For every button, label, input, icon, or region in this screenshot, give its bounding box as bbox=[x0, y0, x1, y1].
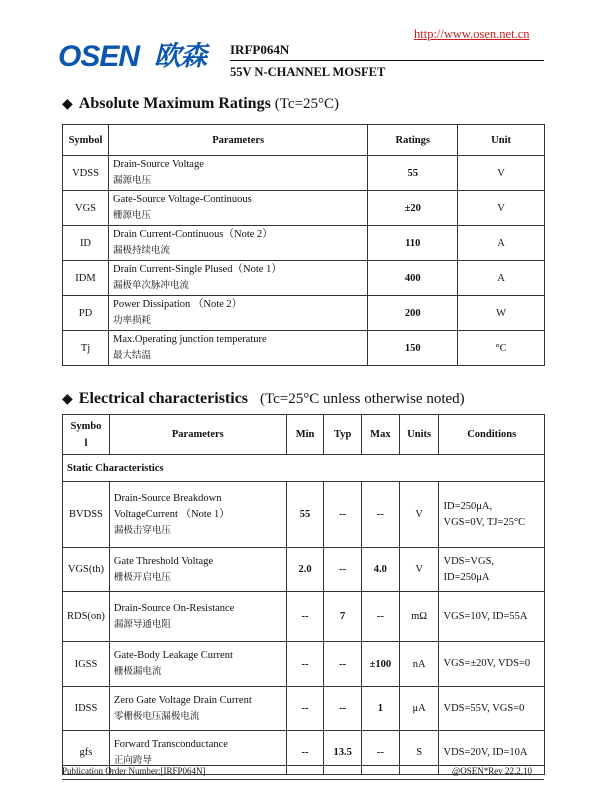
ec-parameter bbox=[109, 592, 286, 642]
amr-rating: 110 bbox=[368, 226, 458, 261]
amr-col-symbol: Symbol bbox=[63, 125, 109, 156]
ec-max: -- bbox=[362, 592, 400, 642]
ec-typ: 7 bbox=[324, 592, 362, 642]
ec-conditions bbox=[439, 482, 545, 548]
amr-parameter-cn: 漏极持续电流 bbox=[112, 245, 170, 256]
ec-typ: -- bbox=[324, 687, 362, 731]
amr-parameter bbox=[108, 156, 367, 191]
ec-conditions bbox=[439, 592, 545, 642]
ec-conditions bbox=[439, 548, 545, 592]
amr-parameter-cn: 漏极单次脉冲电流 bbox=[112, 280, 189, 291]
ec-col-parameters: Parameters bbox=[109, 415, 286, 455]
amr-parameter bbox=[108, 191, 367, 226]
ec-condition-line: VGS=±20V, VDS=0 bbox=[443, 658, 531, 669]
footer-publication: Publication Order Number:[IRFP064N] bbox=[62, 766, 206, 776]
amr-header-row bbox=[63, 125, 545, 156]
amr-parameter-cn: 漏源电压 bbox=[112, 175, 151, 186]
ec-row bbox=[63, 642, 545, 687]
ec-units: S bbox=[399, 731, 439, 775]
ec-units: mΩ bbox=[399, 592, 439, 642]
amr-rating: 150 bbox=[368, 331, 458, 366]
ec-parameter bbox=[109, 548, 286, 592]
ec-typ: -- bbox=[324, 642, 362, 687]
ec-min: 55 bbox=[286, 482, 324, 548]
ec-symbol: RDS(on) bbox=[63, 592, 110, 642]
ec-condition-line: VGS=10V, ID=55A bbox=[443, 610, 528, 622]
amr-parameter-cn: 栅源电压 bbox=[112, 210, 151, 221]
ec-min: -- bbox=[286, 642, 324, 687]
amr-unit: A bbox=[458, 226, 545, 261]
amr-unit: A bbox=[458, 261, 545, 296]
ec-conditions bbox=[439, 687, 545, 731]
part-number: IRFP064N bbox=[230, 42, 290, 57]
ec-parameter-cn: 漏源导通电阻 bbox=[113, 618, 171, 630]
ec-row bbox=[63, 592, 545, 642]
amr-symbol: VDSS bbox=[63, 156, 109, 191]
website-link[interactable]: http://www.osen.net.cn bbox=[414, 27, 530, 41]
ec-parameter-cn: 栅极开启电压 bbox=[113, 571, 171, 583]
ec-units: V bbox=[399, 482, 439, 548]
ec-symbol: gfs bbox=[63, 731, 110, 775]
amr-parameter-cn: 功率损耗 bbox=[112, 315, 151, 326]
amr-rating: ±20 bbox=[368, 191, 458, 226]
diamond-bullet-icon: ◆ bbox=[62, 97, 73, 112]
ec-max: 4.0 bbox=[362, 548, 400, 592]
ec-parameter-en: Zero Gate Voltage Drain Current bbox=[113, 694, 252, 706]
ec-parameter-cn: 漏极击穿电压 bbox=[113, 524, 171, 536]
ec-parameter-en: Drain-Source On-Resistance bbox=[113, 602, 235, 614]
ec-typ: -- bbox=[324, 482, 362, 548]
amr-symbol: ID bbox=[63, 226, 109, 261]
ec-symbol: BVDSS bbox=[63, 482, 110, 548]
ec-parameter-en: Forward Transconductance bbox=[113, 738, 228, 750]
amr-row bbox=[63, 156, 545, 191]
ec-col-symbol-label: Symbol bbox=[70, 420, 102, 449]
ec-parameter-cn: 正向跨导 bbox=[113, 754, 152, 766]
amr-col-ratings: Ratings bbox=[368, 125, 458, 156]
ec-min: -- bbox=[286, 731, 324, 775]
header-divider bbox=[230, 60, 544, 61]
ec-conditions bbox=[439, 642, 545, 687]
amr-parameter-en: Power Dissipation （Note 2） bbox=[112, 299, 243, 310]
ec-condition-line: ID=250μA, bbox=[443, 500, 493, 512]
ec-row bbox=[63, 482, 545, 548]
ec-symbol: IDSS bbox=[63, 687, 110, 731]
ec-col-min: Min bbox=[286, 415, 324, 455]
amr-symbol: VGS bbox=[63, 191, 109, 226]
amr-rating: 200 bbox=[368, 296, 458, 331]
ec-row bbox=[63, 687, 545, 731]
ec-col-conditions: Conditions bbox=[439, 415, 545, 455]
ec-title-text: Electrical characteristics bbox=[78, 390, 249, 407]
amr-col-parameters: Parameters bbox=[108, 125, 367, 156]
amr-title-text: Absolute Maximum Ratings bbox=[78, 95, 271, 112]
ec-col-units: Units bbox=[399, 415, 439, 455]
amr-row bbox=[63, 296, 545, 331]
amr-parameter bbox=[108, 261, 367, 296]
amr-rating: 55 bbox=[368, 156, 458, 191]
amr-row bbox=[63, 191, 545, 226]
ec-row bbox=[63, 548, 545, 592]
ec-max: ±100 bbox=[362, 642, 400, 687]
amr-section-title bbox=[62, 95, 339, 113]
ec-symbol: VGS(th) bbox=[63, 548, 110, 592]
device-subtitle: 55V N-CHANNEL MOSFET bbox=[230, 65, 386, 79]
ec-parameter-cn: 零栅极电压漏极电流 bbox=[113, 710, 200, 722]
ec-parameter-en: Gate Threshold Voltage bbox=[113, 555, 214, 567]
amr-symbol: PD bbox=[63, 296, 109, 331]
ec-col-max: Max bbox=[362, 415, 400, 455]
ec-units: V bbox=[399, 548, 439, 592]
amr-parameter-en: Gate-Source Voltage-Continuous bbox=[112, 194, 252, 205]
ec-col-symbol bbox=[63, 415, 110, 455]
ec-max: 1 bbox=[362, 687, 400, 731]
ec-min: 2.0 bbox=[286, 548, 324, 592]
amr-row bbox=[63, 331, 545, 366]
amr-unit: W bbox=[458, 296, 545, 331]
ec-units: nA bbox=[399, 642, 439, 687]
amr-parameter-en: Max.Operating junction temperature bbox=[112, 334, 267, 345]
amr-condition: (Tc=25°C) bbox=[274, 96, 340, 112]
ec-parameter bbox=[109, 642, 286, 687]
osen-logo bbox=[58, 40, 218, 74]
ec-units: μA bbox=[399, 687, 439, 731]
amr-unit: V bbox=[458, 156, 545, 191]
logo-chinese-text: 欧森 bbox=[154, 41, 206, 72]
ec-parameter-en-line2: VoltageCurrent （Note 1） bbox=[113, 508, 230, 520]
ec-condition-line: VDS=VGS, ID=250μA bbox=[443, 555, 495, 583]
ec-parameter-en: Drain-Source Breakdown bbox=[113, 492, 222, 504]
footer-bottom-rule bbox=[62, 779, 544, 780]
ec-typ: 13.5 bbox=[324, 731, 362, 775]
ec-min: -- bbox=[286, 687, 324, 731]
ec-condition-line: VDS=55V, VGS=0 bbox=[443, 702, 525, 714]
ec-parameter-cn: 栅极漏电流 bbox=[113, 666, 162, 677]
static-characteristics-row bbox=[63, 455, 545, 482]
ec-header-row bbox=[63, 415, 545, 455]
ec-min: -- bbox=[286, 592, 324, 642]
footer-revision: @OSEN*Rev 22.2.10 bbox=[452, 766, 533, 776]
ec-section-title bbox=[62, 390, 465, 408]
ec-table bbox=[62, 414, 545, 775]
logo-latin-text: OSEN bbox=[58, 40, 140, 73]
ec-parameter-en: Gate-Body Leakage Current bbox=[113, 650, 233, 661]
ec-max: -- bbox=[362, 731, 400, 775]
amr-unit: V bbox=[458, 191, 545, 226]
amr-parameter bbox=[108, 226, 367, 261]
amr-rating: 400 bbox=[368, 261, 458, 296]
amr-row bbox=[63, 261, 545, 296]
amr-parameter bbox=[108, 296, 367, 331]
amr-symbol: Tj bbox=[63, 331, 109, 366]
ec-parameter bbox=[109, 687, 286, 731]
ec-condition: (Tc=25°C unless otherwise noted) bbox=[260, 391, 465, 407]
ec-col-typ: Typ bbox=[324, 415, 362, 455]
amr-parameter-en: Drain Current-Continuous（Note 2） bbox=[112, 229, 273, 240]
amr-parameter-cn: 最大结温 bbox=[112, 350, 151, 361]
amr-row bbox=[63, 226, 545, 261]
ec-typ: -- bbox=[324, 548, 362, 592]
amr-parameter bbox=[108, 331, 367, 366]
amr-parameter-en: Drain-Source Voltage bbox=[112, 159, 204, 170]
ec-parameter bbox=[109, 482, 286, 548]
amr-symbol: IDM bbox=[63, 261, 109, 296]
amr-col-unit: Unit bbox=[458, 125, 545, 156]
ec-max: -- bbox=[362, 482, 400, 548]
amr-table bbox=[62, 124, 545, 366]
amr-parameter-en: Drain Current-Single Plused（Note 1） bbox=[112, 264, 282, 275]
ec-condition-line: VGS=0V, TJ=25°C bbox=[443, 516, 526, 528]
amr-unit: °C bbox=[458, 331, 545, 366]
diamond-bullet-icon: ◆ bbox=[62, 392, 73, 407]
static-characteristics-label: Static Characteristics bbox=[63, 455, 545, 482]
ec-condition-line: VDS=20V, ID=10A bbox=[443, 746, 528, 758]
ec-symbol: IGSS bbox=[63, 642, 110, 687]
